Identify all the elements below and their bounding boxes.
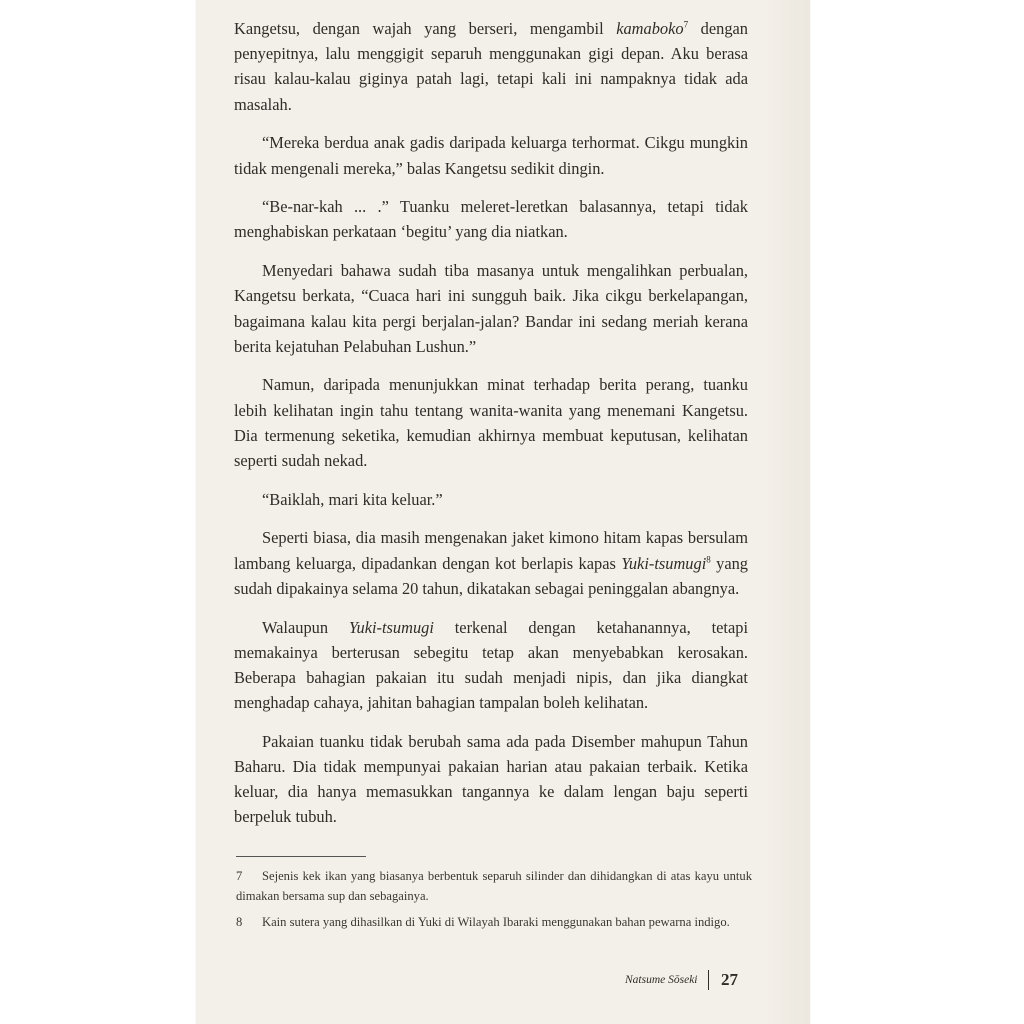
footnote-divider: [236, 856, 366, 857]
footnote-ref: 8: [706, 554, 711, 565]
paragraph-8: Walaupun Yuki-tsumugi terkenal dengan ketahanannya, tetapi memakainya berterusan sebegitu tetap akan menyebabkan kerosakan. Beberapa bahagian pakaian itu sudah menjadi nipis, dan jika diangkat menghadap cahaya, jahitan bahagian tampalan boleh kelihatan.: [234, 617, 749, 713]
paragraph-3: “Be-nar-kah ... .” Tuanku meleret-leretkan balasannya, tetapi tidak menghabiskan perkataan ‘begitu’ yang dia niatkan.: [234, 197, 748, 242]
page-number: 27: [721, 970, 738, 989]
footnote-ref: 7: [683, 19, 689, 30]
running-footer: [625, 970, 738, 990]
page-shadow: [764, 0, 810, 1024]
paragraph-6: “Baiklah, mari kita keluar.”: [262, 489, 443, 509]
italic-term: Yuki-tsumugi: [348, 617, 434, 637]
footnote-8: [236, 912, 752, 932]
paragraph-2: “Mereka berdua anak gadis daripada keluarga terhormat. Cikgu mungkin tidak mengenali mereka,” balas Kangetsu sedikit dingin.: [234, 133, 748, 178]
folio-divider: [708, 970, 710, 990]
footnote-number: 8: [236, 915, 243, 929]
paragraph-1: Kangetsu, dengan wajah yang berseri, mengambil kamaboko$^7$ dengan penyepitnya, lalu menggigit separuh menggunakan gigi depan. Aku berasa risau kalau-kalau giginya patah lagi, tetapi kali ini nampaknya tidak ada masalah.: [234, 19, 748, 114]
book-page: [196, 0, 810, 1024]
paragraph-4: Menyedari bahawa sudah tiba masanya untuk mengalihkan perbualan, Kangetsu berkata, “Cuaca hari ini sungguh baik. Jika cikgu berkelapangan, bagaimana kalau kita pergi berjalan-jalan? Bandar ini sedang meriah kerana berita kejatuhan Pelabuhan Lushun.”: [234, 261, 748, 356]
italic-term: Yuki-tsumugi: [621, 553, 707, 573]
footnote-number: 7: [236, 869, 243, 883]
footnote-7: [236, 866, 752, 906]
paragraph-9: Pakaian tuanku tidak berubah sama ada pada Disember mahupun Tahun Baharu. Dia tidak mempunyai pakaian harian atau pakaian terbaik. Ketika keluar, dia hanya memasukkan tangannya ke dalam lengan baju seperti berpeluk tubuh.: [234, 731, 748, 827]
footnote-text: Sejenis kek ikan yang biasanya berbentuk separuh silinder dan dihidangkan di atas kayu untuk dimakan bersama sup dan sebagainya.: [236, 869, 752, 903]
footnote-text: Kain sutera yang dihasilkan di Yuki di Wilayah Ibaraki menggunakan bahan pewarna indigo.: [262, 915, 730, 929]
paragraph-5: Namun, daripada menunjukkan minat terhadap berita perang, tuanku lebih kelihatan ingin tahu tentang wanita-wanita yang menemani Kangetsu. Dia termenung seketika, kemudian akhirnya membuat keputusan, kelihatan seperti sudah nekad.: [234, 375, 748, 471]
author-name: Natsume Sōseki: [624, 974, 698, 986]
paragraph-7: Seperti biasa, dia masih mengenakan jaket kimono hitam kapas bersulam lambang keluarga, dipadankan dengan kot berlapis kapas Yuki-tsumugi$^8$ yang sudah dipakainya selama 20 tahun, dikatakan sebagai peninggalan abangnya.: [234, 528, 748, 598]
italic-term: kamaboko: [616, 19, 684, 38]
body-text: [234, 16, 748, 843]
footnotes: [236, 866, 752, 938]
